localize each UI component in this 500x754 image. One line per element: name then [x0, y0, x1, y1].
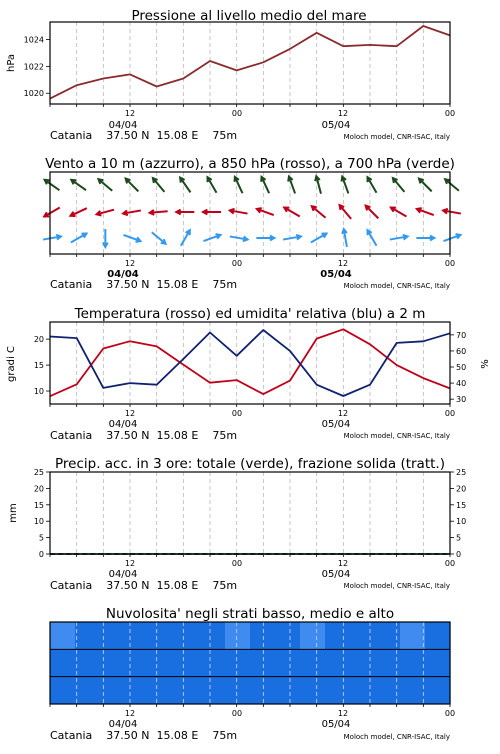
location-label: Catania 37.50 N 15.08 E 75m: [50, 129, 238, 142]
temperature-x-ticks: [125, 409, 455, 418]
precipitation-ylabel: mm: [8, 503, 19, 523]
x-tick-label: 12: [124, 259, 136, 268]
credit-label: Moloch model, CNR-ISAC, Italy: [343, 432, 450, 440]
y-tick-label: 10: [456, 517, 467, 527]
wind-arrow-shaft: [45, 180, 60, 190]
x-tick-label: 00: [231, 259, 243, 268]
temperature-panel: [6, 306, 491, 442]
cloud-cell: [200, 649, 226, 677]
cloud-cover-panel: [50, 606, 455, 742]
cloud-cover-x-ticks: [125, 709, 455, 718]
temperature-title: Temperatura (rosso) ed umidita' relativa (blu) a 2 m: [74, 306, 426, 322]
wind-arrow-shaft: [419, 179, 432, 192]
cloud-cell: [125, 677, 151, 705]
x-tick-label: 00: [444, 109, 456, 118]
wind-arrow: [311, 234, 327, 243]
cloud-cell: [300, 677, 326, 705]
y-tick-label: 5: [456, 533, 462, 543]
wind-arrow: [393, 178, 405, 192]
x-tick-label: 12: [337, 259, 349, 268]
wind-arrow: [208, 177, 217, 193]
precipitation-title: Precip. acc. in 3 ore: totale (verde), frazione solida (tratt.): [55, 456, 445, 472]
wind-arrow: [315, 176, 321, 193]
x-tick-label: 00: [444, 409, 456, 418]
wind-arrow: [340, 205, 352, 219]
y-tick-label: 25: [456, 468, 467, 477]
wind-arrow: [230, 236, 248, 241]
y-tick-label: 40: [456, 379, 467, 389]
precipitation-grid: [50, 472, 450, 557]
wind-arrow: [43, 235, 61, 240]
y-tick-label: 1024: [23, 35, 44, 45]
pressure-grid: [50, 22, 450, 107]
wind-arrow-shaft: [208, 177, 217, 193]
wind-arrow-shaft: [368, 177, 377, 193]
temperature-frame: [50, 322, 450, 404]
precipitation-panel: [8, 456, 466, 592]
wind-arrow-shaft: [284, 208, 300, 217]
temperature-y-ticks: [34, 335, 50, 396]
y-tick-label: 20: [33, 484, 44, 494]
cloud-cell: [150, 677, 176, 705]
cloud-cell: [325, 649, 351, 677]
cloud-cell: [100, 622, 126, 650]
credit-label: Moloch model, CNR-ISAC, Italy: [343, 282, 450, 290]
wind-arrow: [230, 209, 248, 214]
x-tick-label: 12: [337, 709, 349, 718]
humidity-ylabel: %: [480, 359, 491, 369]
cloud-cell: [200, 677, 226, 705]
wind-arrow-shaft: [340, 205, 352, 219]
wind-arrow-shaft: [71, 234, 87, 243]
temperature-grid: [50, 322, 450, 407]
wind-arrow-shaft: [366, 206, 379, 219]
cloud-cell: [425, 649, 451, 677]
y-tick-label: 10: [33, 387, 44, 397]
wind-arrow-shaft: [98, 179, 112, 191]
wind-arrow-shaft: [391, 208, 407, 217]
x-tick-label: 00: [444, 709, 456, 718]
credit-label: Moloch model, CNR-ISAC, Italy: [343, 133, 450, 141]
cloud-cell: [275, 649, 301, 677]
cloud-cell: [250, 622, 276, 650]
wind-arrow: [181, 230, 190, 246]
location-label: Catania 37.50 N 15.08 E 75m: [50, 729, 238, 742]
wind-arrow: [45, 180, 60, 190]
wind-arrow-shaft: [445, 179, 459, 191]
date-label: 05/04: [321, 719, 351, 730]
wind-arrow: [152, 232, 166, 244]
credit-label: Moloch model, CNR-ISAC, Italy: [343, 582, 450, 590]
date-label: 04/04: [108, 569, 138, 580]
location-label: Catania 37.50 N 15.08 E 75m: [50, 278, 238, 291]
cloud-cell: [50, 622, 76, 650]
cloud-cover-title: Nuvolosita' negli strati basso, medio e alto: [105, 606, 395, 622]
cloud-cell: [125, 649, 151, 677]
wind-arrow: [71, 180, 86, 190]
humidity-y-ticks: [450, 331, 466, 404]
cloud-cell: [300, 649, 326, 677]
credit-label: Moloch model, CNR-ISAC, Italy: [343, 733, 450, 741]
wind-arrow: [203, 210, 221, 215]
wind-arrow: [445, 179, 459, 191]
wind-arrow: [284, 208, 300, 217]
x-tick-label: 00: [231, 409, 243, 418]
cloud-cell: [325, 677, 351, 705]
wind-arrow: [391, 208, 407, 217]
precipitation-x-ticks: [125, 559, 455, 568]
wind-arrow: [176, 210, 194, 215]
wind-arrow: [153, 178, 165, 192]
x-tick-label: 12: [337, 409, 349, 418]
wind-grid: [50, 172, 450, 257]
x-tick-label: 00: [231, 109, 243, 118]
cloud-cell: [100, 677, 126, 705]
cloud-cell: [225, 649, 251, 677]
wind-arrow: [312, 206, 326, 218]
wind-arrow: [44, 208, 60, 217]
wind-arrow: [150, 210, 168, 215]
temperature-series: [50, 329, 450, 396]
wind-arrow: [71, 234, 87, 243]
location-label: Catania 37.50 N 15.08 E 75m: [50, 579, 238, 592]
date-label: 04/04: [108, 419, 138, 430]
series-line: [50, 26, 450, 99]
x-tick-label: 12: [124, 559, 136, 568]
date-label: 04/04: [107, 269, 139, 280]
wind-panel: [43, 156, 461, 291]
precipitation-frame: [50, 472, 450, 554]
y-tick-label: 50: [456, 363, 467, 373]
wind-arrow-shaft: [181, 230, 190, 246]
x-tick-label: 00: [444, 559, 456, 568]
cloud-cell: [125, 622, 151, 650]
date-label: 05/04: [321, 120, 351, 131]
cloud-cell: [250, 677, 276, 705]
x-tick-label: 00: [231, 709, 243, 718]
wind-arrow: [368, 177, 377, 193]
wind-arrow-shaft: [180, 178, 190, 193]
cloud-cover-cells: [50, 622, 451, 704]
y-tick-label: 20: [456, 484, 467, 494]
cloud-cell: [100, 649, 126, 677]
y-tick-label: 20: [33, 335, 44, 345]
y-tick-label: 15: [33, 500, 44, 510]
wind-arrow: [366, 206, 379, 219]
x-tick-label: 12: [124, 109, 136, 118]
date-label: 04/04: [108, 120, 138, 131]
wind-arrow-shaft: [312, 206, 326, 218]
pressure-ylabel: hPa: [6, 53, 17, 73]
wind-arrow: [180, 178, 190, 193]
cloud-cell: [75, 622, 101, 650]
y-tick-label: 15: [456, 500, 467, 510]
wind-arrow: [235, 177, 243, 193]
x-tick-label: 12: [124, 709, 136, 718]
cloud-cell: [275, 677, 301, 705]
y-tick-label: 1022: [23, 62, 44, 72]
cloud-cell: [75, 649, 101, 677]
wind-arrow-shaft: [311, 234, 327, 243]
wind-arrow: [416, 236, 434, 241]
cloud-cell: [275, 622, 301, 650]
date-label: 04/04: [108, 719, 138, 730]
x-tick-label: 12: [337, 109, 349, 118]
y-tick-label: 70: [456, 330, 467, 340]
y-tick-label: 1020: [23, 89, 44, 99]
wind-arrow-shaft: [152, 232, 166, 244]
location-label: Catania 37.50 N 15.08 E 75m: [50, 429, 238, 442]
wind-vectors: [43, 176, 461, 247]
wind-arrow: [256, 236, 274, 241]
cloud-cell: [400, 649, 426, 677]
wind-arrow: [417, 208, 434, 215]
wind-arrow: [444, 234, 461, 241]
pressure-y-ticks: [24, 35, 50, 98]
wind-arrow: [288, 177, 295, 194]
wind-arrow: [368, 230, 377, 246]
pressure-x-ticks: [125, 109, 455, 118]
wind-x-ticks: [125, 259, 455, 268]
y-tick-label: 10: [33, 517, 44, 527]
cloud-cell: [75, 677, 101, 705]
wind-arrow: [283, 235, 301, 240]
cloud-cell: [50, 677, 76, 705]
wind-arrow: [443, 209, 461, 214]
wind-frame: [50, 172, 450, 254]
cloud-cell: [400, 677, 426, 705]
wind-arrow-shaft: [126, 179, 139, 192]
wind-arrow: [123, 210, 141, 215]
cloud-cell: [225, 622, 251, 650]
cloud-cell: [350, 622, 376, 650]
cloud-cell: [250, 649, 276, 677]
wind-arrow-shaft: [153, 178, 165, 192]
y-tick-label: 0: [456, 550, 462, 559]
cloud-cell: [150, 622, 176, 650]
wind-arrow: [124, 235, 141, 242]
cloud-cell: [175, 677, 201, 705]
date-label: 05/04: [321, 419, 351, 430]
y-tick-label: 60: [456, 346, 467, 356]
y-tick-label: 25: [33, 468, 44, 477]
wind-arrow: [342, 229, 347, 247]
wind-arrow-shaft: [393, 178, 405, 192]
pressure-panel: [6, 8, 455, 142]
wind-arrow: [204, 234, 221, 241]
cloud-cell: [225, 677, 251, 705]
wind-arrow: [342, 177, 349, 194]
pressure-frame: [50, 22, 450, 104]
x-tick-label: 00: [231, 559, 243, 568]
y-tick-label: 30: [456, 395, 467, 405]
x-tick-label: 12: [124, 409, 136, 418]
y-tick-label: 0: [38, 550, 44, 559]
y-tick-label: 5: [38, 533, 44, 543]
cloud-cell: [400, 622, 426, 650]
cloud-cell: [175, 622, 201, 650]
precipitation-y-ticks-right: [450, 468, 466, 559]
wind-arrow: [261, 177, 269, 193]
temperature-ylabel: gradi C: [6, 346, 17, 382]
wind-arrow: [126, 179, 139, 192]
pressure-series: [50, 26, 450, 99]
x-tick-label: 00: [444, 259, 456, 268]
cloud-cell: [425, 622, 451, 650]
wind-arrow-shaft: [44, 208, 60, 217]
pressure-title: Pressione al livello medio del mare: [131, 8, 367, 24]
wind-title: Vento a 10 m (azzurro), a 850 hPa (rosso), a 700 hPa (verde): [45, 156, 455, 172]
wind-arrow: [419, 179, 432, 192]
cloud-cell: [175, 649, 201, 677]
wind-arrow: [390, 235, 408, 240]
cloud-cell: [425, 677, 451, 705]
cloud-cell: [350, 677, 376, 705]
cloud-cell: [325, 622, 351, 650]
y-tick-label: 15: [33, 361, 44, 371]
wind-arrow-shaft: [368, 230, 377, 246]
wind-arrow: [97, 210, 114, 216]
date-label: 05/04: [320, 269, 352, 280]
wind-arrow: [98, 179, 112, 191]
cloud-cell: [350, 649, 376, 677]
date-label: 05/04: [321, 569, 351, 580]
wind-arrow-shaft: [71, 180, 86, 190]
cloud-cell: [300, 622, 326, 650]
wind-arrow: [71, 208, 87, 216]
cloud-cell: [200, 622, 226, 650]
cloud-cell: [50, 649, 76, 677]
precipitation-y-ticks: [34, 468, 50, 559]
wind-arrow: [257, 208, 274, 215]
x-tick-label: 12: [337, 559, 349, 568]
cloud-cell: [150, 649, 176, 677]
